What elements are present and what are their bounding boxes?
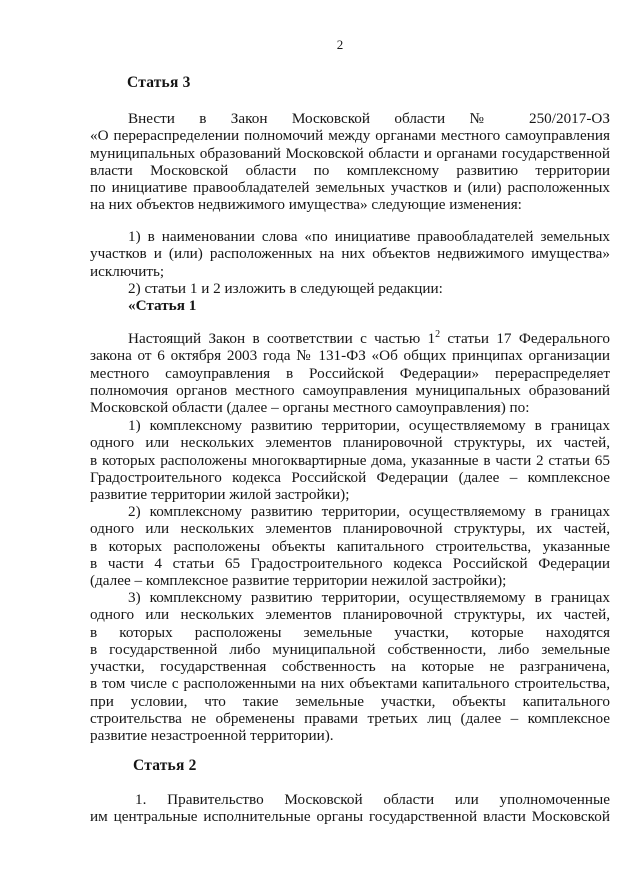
text-line: «О перераспределении полномочий между органами местного самоуправления bbox=[90, 127, 610, 145]
text-line: одного или нескольких элементов планировочной структуры, их частей, bbox=[90, 606, 610, 624]
text-line: им центральные исполнительные органы государственной власти Московской bbox=[90, 808, 610, 826]
article-1-paragraph bbox=[90, 330, 610, 416]
text-line: 2) комплексному развитию территории, осуществляемому в границах bbox=[128, 503, 610, 520]
text-segment: статьи 17 Федерального bbox=[440, 330, 610, 347]
superscript: 2 bbox=[435, 328, 441, 340]
page-number: 2 bbox=[336, 37, 344, 52]
article-3-heading: Статья 3 bbox=[127, 74, 191, 91]
text-line: 1) в наименовании слова «по инициативе правообладателей земельных bbox=[128, 228, 610, 245]
text-line: участки, государственная собственность на которые не разграничена, bbox=[90, 658, 610, 676]
text-line: 3) комплексному развитию территории, осуществляемому в границах bbox=[128, 589, 610, 606]
text-line: власти Московской области по комплексному развитию территории bbox=[90, 161, 610, 179]
change-1-paragraph bbox=[90, 228, 610, 314]
text-line: в том числе с расположенными на них объектами капитального строительства, bbox=[90, 675, 610, 693]
text-line: при условии, что такие земельные участки, объекты капитального bbox=[90, 692, 610, 710]
text-line: Внести в Закон Московской области № 250/2017-ОЗ bbox=[128, 110, 610, 127]
text-line: в которых расположены объекты капитального строительства, указанные bbox=[90, 537, 610, 555]
text-line: Московской области (далее – органы местного самоуправления) по: bbox=[90, 399, 530, 417]
text-line: местного самоуправления в Российской Федерации» перераспределяет bbox=[90, 364, 610, 382]
change-2-line: 2) статьи 1 и 2 изложить в следующей редакции: bbox=[128, 279, 443, 297]
article-3-intro-paragraph bbox=[90, 110, 610, 214]
text-line: развитие незастроенной территории). bbox=[90, 727, 334, 745]
text-line: муниципальных образований Московской области и органами государственной bbox=[90, 144, 610, 162]
text-line bbox=[90, 330, 610, 347]
text-line: развитие территории жилой застройки); bbox=[90, 486, 350, 504]
text-line: полномочия органов местного самоуправления муниципальных образований bbox=[90, 381, 610, 399]
list-item-2 bbox=[90, 503, 610, 589]
text-line: Градостроительного кодекса Российской Федерации (далее – комплексное bbox=[90, 468, 610, 486]
text-line: на них объектов недвижимого имущества» следующие изменения: bbox=[90, 196, 522, 214]
text-line: в которых расположены многоквартирные дома, указанные в части 2 статьи 65 bbox=[90, 451, 610, 469]
text-line: участков и (или) расположенных на них объектов недвижимого имущества» bbox=[90, 245, 610, 263]
text-line: одного или нескольких элементов планировочной структуры, их частей, bbox=[90, 520, 610, 538]
text-line: в государственной либо муниципальной собственности, либо земельные bbox=[90, 640, 610, 658]
text-line: строительства не обременены правами третьих лиц (далее – комплексное bbox=[90, 710, 610, 728]
text-line: исключить; bbox=[90, 262, 165, 280]
list-item-3 bbox=[90, 589, 610, 745]
text-line: 1) комплексному развитию территории, осуществляемому в границах bbox=[128, 417, 610, 434]
article-2-paragraph bbox=[90, 791, 610, 826]
text-line: в которых расположены земельные участки, которые находятся bbox=[90, 623, 610, 641]
article-2-heading: Статья 2 bbox=[133, 757, 197, 774]
text-line: закона от 6 октября 2003 года № 131-ФЗ «Об общих принципах организации bbox=[90, 347, 610, 365]
text-line: в части 4 статьи 65 Градостроительного кодекса Российской Федерации bbox=[90, 554, 610, 572]
list-item-1 bbox=[90, 417, 610, 503]
quoted-article-1-heading: «Статья 1 bbox=[128, 297, 197, 315]
text-line: по инициативе правообладателей земельных участков и (или) расположенных bbox=[90, 179, 610, 197]
text-line: 1. Правительство Московской области или уполномоченные bbox=[135, 791, 610, 808]
text-line: (далее – комплексное развитие территории нежилой застройки); bbox=[90, 572, 507, 590]
text-segment: Настоящий Закон в соответствии с частью 1 bbox=[128, 330, 436, 347]
text-line: одного или нескольких элементов планировочной структуры, их частей, bbox=[90, 434, 610, 452]
